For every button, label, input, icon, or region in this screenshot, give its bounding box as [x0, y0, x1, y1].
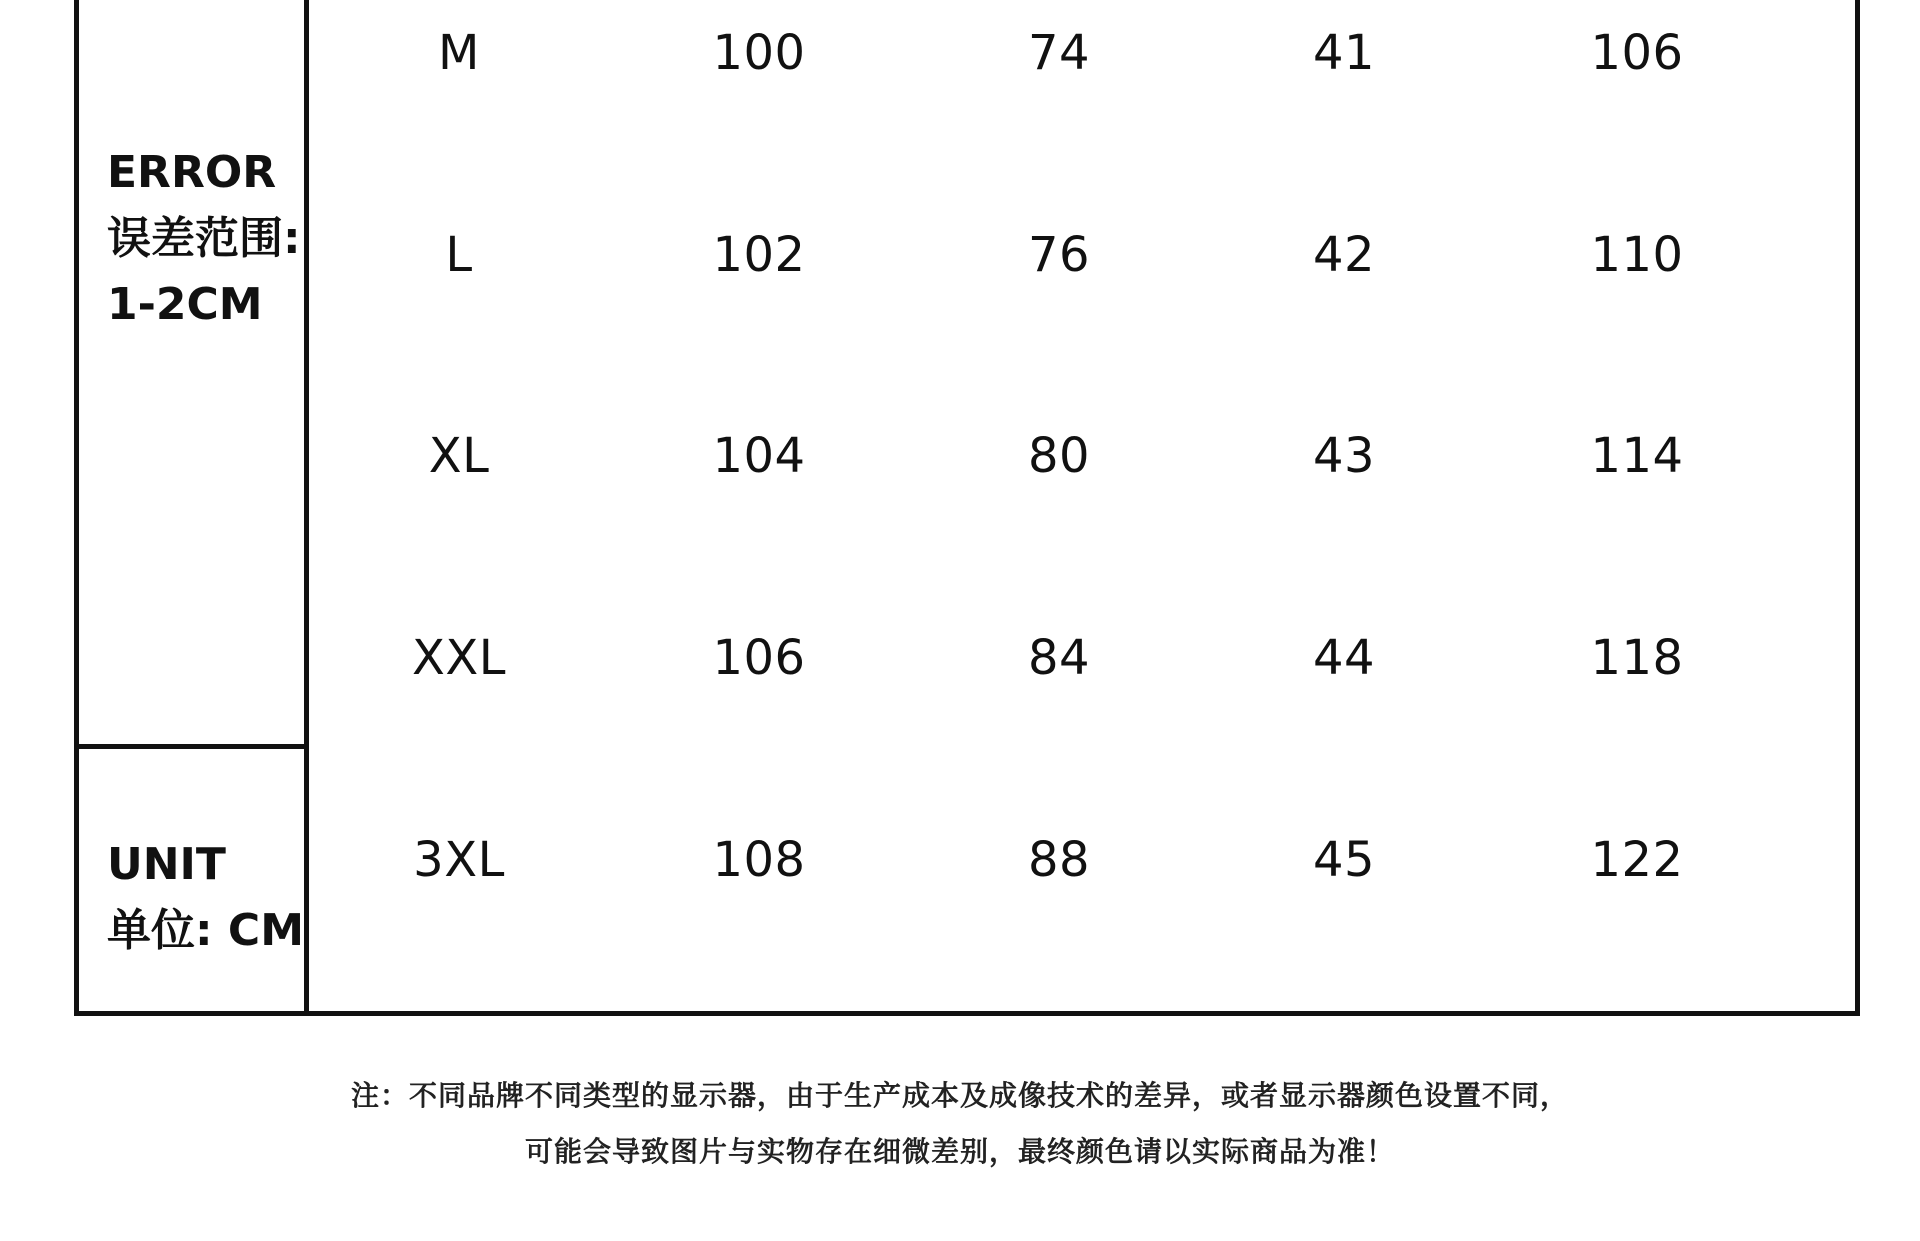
error-range-block: [107, 140, 301, 338]
table-row: [309, 558, 1855, 758]
table-row: [309, 356, 1855, 556]
table-row: [309, 0, 1855, 153]
size-cell: XL: [428, 428, 490, 484]
measurement-cell: 74: [1027, 25, 1091, 81]
measurement-cell: 104: [712, 428, 806, 484]
table-row: [309, 155, 1855, 355]
measurement-cell: 84: [1027, 630, 1091, 686]
size-cell: M: [438, 25, 480, 81]
measurement-cell: 41: [1312, 25, 1376, 81]
size-cell: L: [445, 227, 473, 283]
size-cell: 3XL: [413, 832, 505, 888]
error-label-cn: 误差范围:: [107, 213, 301, 264]
unit-block: [107, 832, 304, 964]
size-chart-frame: [74, 0, 1860, 1016]
measurement-cell: 45: [1312, 832, 1376, 888]
left-info-column: [79, 0, 309, 1011]
error-range-value: 1-2CM: [107, 279, 263, 330]
unit-label-cn: 单位: CM: [107, 905, 304, 956]
size-table: [309, 0, 1855, 1011]
error-title: ERROR: [107, 147, 277, 198]
measurement-cell: 80: [1027, 428, 1091, 484]
measurement-cell: 43: [1312, 428, 1376, 484]
measurement-cell: 108: [712, 832, 806, 888]
left-divider: [79, 744, 304, 749]
measurement-cell: 118: [1590, 630, 1684, 686]
measurement-cell: 42: [1312, 227, 1376, 283]
measurement-cell: 106: [1590, 25, 1684, 81]
measurement-cell: 88: [1027, 832, 1091, 888]
measurement-cell: 102: [712, 227, 806, 283]
size-cell: XXL: [411, 630, 506, 686]
measurement-cell: 110: [1590, 227, 1684, 283]
table-row: [309, 760, 1855, 960]
disclaimer-line-2: 可能会导致图片与实物存在细微差别，最终颜色请以实际商品为准！: [524, 1135, 1395, 1168]
measurement-cell: 76: [1027, 227, 1091, 283]
measurement-cell: 114: [1590, 428, 1684, 484]
measurement-cell: 100: [712, 25, 806, 81]
measurement-cell: 122: [1590, 832, 1684, 888]
measurement-cell: 44: [1312, 630, 1376, 686]
measurement-cell: 106: [712, 630, 806, 686]
disclaimer-line-1: 注：不同品牌不同类型的显示器，由于生产成本及成像技术的差异，或者显示器颜色设置不同，: [350, 1079, 1569, 1112]
unit-title: UNIT: [107, 839, 226, 890]
